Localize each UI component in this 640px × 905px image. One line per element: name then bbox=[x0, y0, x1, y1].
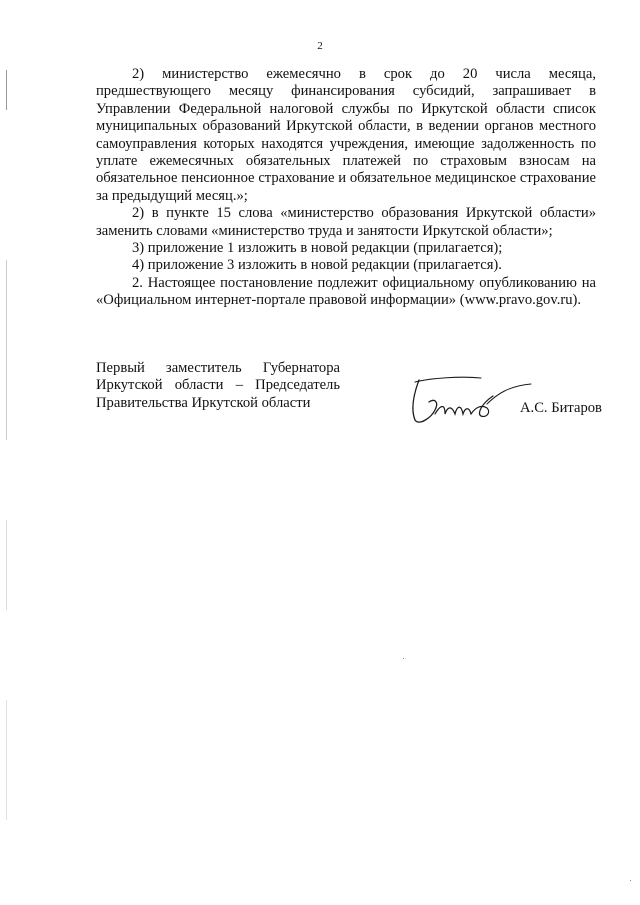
paragraph-subsidy-request: 2) министерство ежемесячно в срок до 20 числа месяца, предшествующего месяцу финансирования субсидий, запрашивает в Управлении Федеральной налоговой службы по Иркутской области список муниципальных образований Иркутской области, в ведении органов местного самоуправления которых находятся учреждения, имеющие задолженность по уплате ежемесячных обязательных платежей по страховым взносам на обязательное пенсионное страхование и обязательное медицинское страхование за предыдущий месяц.»; bbox=[96, 66, 596, 204]
scan-edge-mark bbox=[6, 700, 7, 820]
signer-name: А.С. Битаров bbox=[520, 400, 602, 416]
page-number: 2 bbox=[317, 40, 323, 52]
scan-edge-mark bbox=[6, 260, 7, 440]
signature-block bbox=[96, 360, 602, 430]
signer-title-line: Правительства Иркутской области bbox=[96, 394, 311, 411]
scan-speck bbox=[403, 658, 404, 659]
scan-speck bbox=[630, 880, 631, 881]
paragraph-appendix-1: 3) приложение 1 изложить в новой редакции (прилагается); bbox=[132, 240, 503, 257]
signer-title bbox=[96, 360, 340, 412]
scan-edge-mark bbox=[6, 520, 7, 610]
document-body bbox=[96, 66, 596, 310]
paragraph-appendix-3: 4) приложение 3 изложить в новой редакции (прилагается). bbox=[132, 257, 502, 274]
paragraph-publication: 2. Настоящее постановление подлежит официальному опубликованию на «Официальном интернет-портале правовой информации» (www.pravo.gov.ru). bbox=[96, 274, 596, 309]
signer-title-line: Первый заместитель Губернатора bbox=[96, 360, 340, 376]
signer-title-line: Иркутской области – Председатель bbox=[96, 377, 340, 394]
scan-edge-mark bbox=[6, 70, 7, 110]
paragraph-item-15-amendment: 2) в пункте 15 слова «министерство образования Иркутской области» заменить словами «министерство труда и занятости Иркутской области»; bbox=[96, 205, 596, 239]
